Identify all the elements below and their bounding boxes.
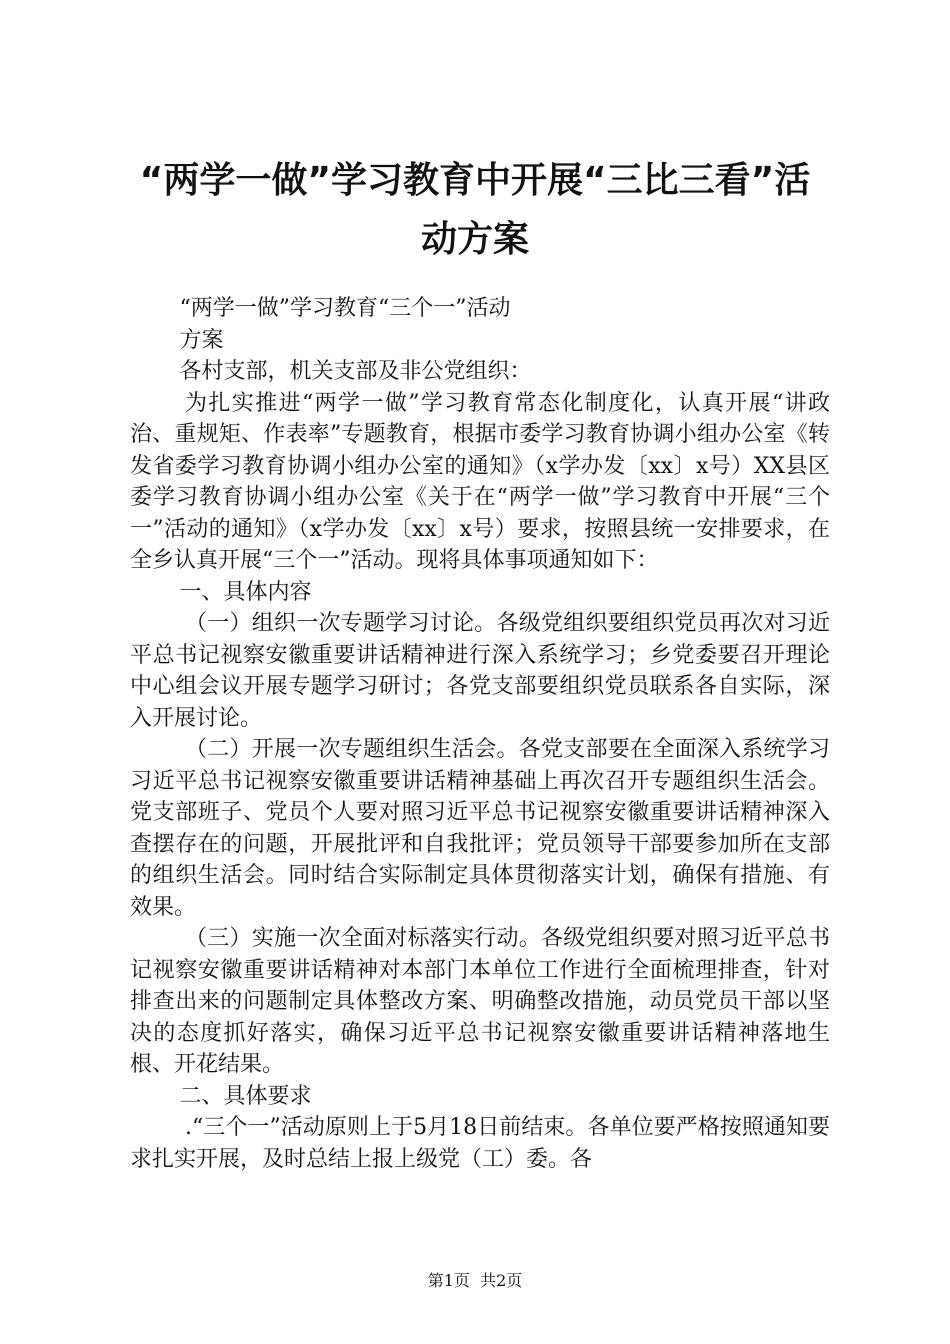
section-heading-1: 一、具体内容 <box>179 579 312 605</box>
document-title-line-1: “两学一做”学习教育中开展“三比三看”活 <box>139 160 811 201</box>
intro-paragraph: 为扎实推进“两学一做”学习教育常态化制度化，认真开展“讲政治、重规矩、作表率”专题教育，根据市委学习教育协调小组办公室《转发省委学习教育协调小组办公室的通知》（x学办发〔xx〕x号）XX县区委学习教育协调小组办公室《关于在“两学一做”学习教育中开展“三个一”活动的通知》（x学办发〔xx〕x号）要求，按照县统一安排要求，在全乡认真开展“三个一”活动。现将具体事项通知如下： <box>130 390 830 573</box>
salutation: 各村支部，机关支部及非公党组织： <box>179 359 532 384</box>
requirement-item-1: .“三个一”活动原则上于5月18日前结束。各单位要严格按照通知要求扎实开展，及时总结上报上级党（工）委。各 <box>130 1115 830 1172</box>
subtitle-line-2: 方案 <box>179 327 224 353</box>
document-body <box>130 293 830 1175</box>
content-item-2: （二）开展一次专题组织生活会。各党支部要在全面深入系统学习习近平总书记视察安徽重要讲话精神基础上再次召开专题组织生活会。党支部班子、党员个人要对照习近平总书记视察安徽重要讲话精神深入查摆存在的问题，开展批评和自我批评；党员领导干部要参加所在支部的组织生活会。同时结合实际制定具体贯彻落实计划，确保有措施、有效果。 <box>130 737 830 920</box>
section-heading-2: 二、具体要求 <box>179 1083 312 1109</box>
document-title-line-2: 动方案 <box>420 219 529 260</box>
subtitle-line-1: “两学一做”学习教育“三个一”活动 <box>179 296 511 321</box>
page-footer: 第1页 共2页 <box>427 1271 523 1290</box>
content-item-3: （三）实施一次全面对标落实行动。各级党组织要对照习近平总书记视察安徽重要讲话精神对本部门本单位工作进行全面梳理排查，针对排查出来的问题制定具体整改方案、明确整改措施，动员党员干部以坚决的态度抓好落实，确保习近平总书记视察安徽重要讲话精神落地生根、开花结果。 <box>130 926 830 1077</box>
content-item-1: （一）组织一次专题学习讨论。各级党组织要组织党员再次对习近平总书记视察安徽重要讲话精神进行深入系统学习；乡党委要召开理论中心组会议开展专题学习研讨；各党支部要组织党员联系各自实际，深入开展讨论。 <box>130 611 830 731</box>
